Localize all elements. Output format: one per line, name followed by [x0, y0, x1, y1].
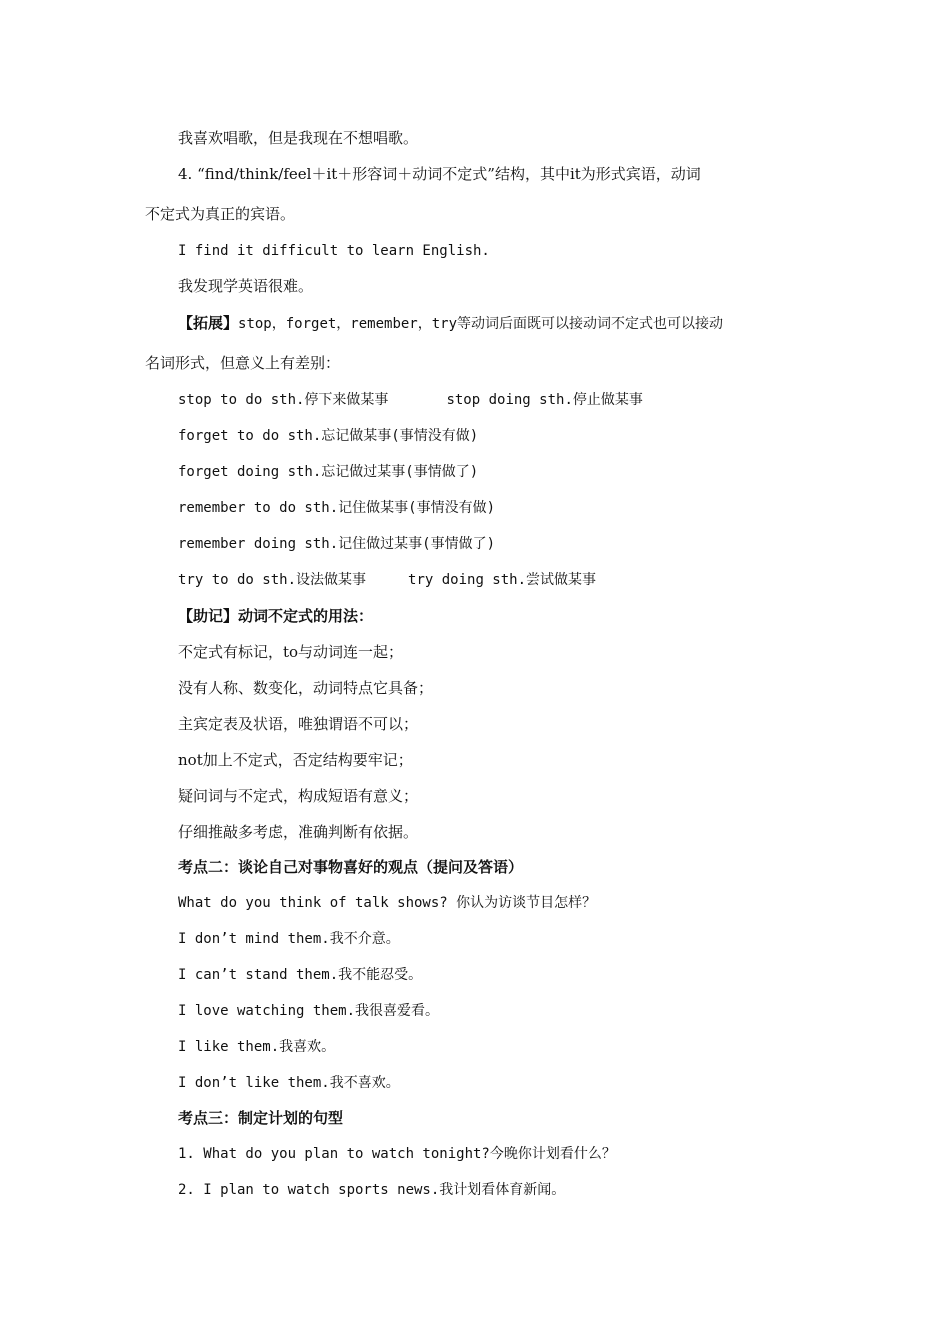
example-sentence: What do you think of talk shows? 你认为访谈节目怎样？	[178, 895, 597, 911]
example-sentence: I love watching them.我很喜爱看。	[178, 1003, 440, 1019]
paragraph-line: 名词形式，但意义上有差别：	[145, 354, 341, 372]
mnemonic-line: 没有人称、数变化，动词特点它具备；	[178, 679, 434, 697]
phrase-stop-to: stop to do sth.停下来做某事	[178, 392, 389, 408]
phrase-line: forget doing sth.忘记做过某事(事情做了)	[178, 464, 479, 480]
mnemonic-line: 不定式有标记，to与动词连一起；	[178, 643, 404, 661]
example-sentence: I can’t stand them.我不能忍受。	[178, 967, 423, 983]
example-sentence: I like them.我喜欢。	[178, 1039, 336, 1055]
phrase-line	[178, 390, 643, 410]
mnemonic-line: 疑问词与不定式，构成短语有意义；	[178, 787, 419, 805]
mnemonic-line: 主宾定表及状语，唯独谓语不可以；	[178, 715, 419, 733]
phrase-line: forget to do sth.忘记做某事(事情没有做)	[178, 428, 479, 444]
example-sentence: I don’t like them.我不喜欢。	[178, 1075, 400, 1091]
section-heading-2: 考点二：谈论自己对事物喜好的观点（提问及答语）	[178, 858, 524, 876]
example-sentence: 1. What do you plan to watch tonight?今晚你计划看什么？	[178, 1146, 616, 1162]
paragraph-line: 4. “find/think/feel＋it＋形容词＋动词不定式”结构，其中it为形式宾语，动词	[178, 165, 701, 183]
phrase-line: remember doing sth.记住做过某事(事情做了)	[178, 536, 496, 552]
translation-line: 我发现学英语很难。	[178, 277, 314, 295]
extension-text: stop，forget，remember，try等动词后面既可以接动词不定式也可以接动	[238, 316, 724, 332]
phrase-line	[178, 570, 596, 590]
mnemonic-line: not加上不定式，否定结构要牢记；	[178, 751, 413, 769]
extension-heading: 【拓展】	[178, 314, 239, 332]
paragraph-line: 不定式为真正的宾语。	[145, 205, 296, 223]
mnemonic-heading: 【助记】动词不定式的用法：	[178, 607, 374, 625]
extension-line	[178, 313, 723, 334]
example-sentence: I find it difficult to learn English.	[178, 243, 490, 259]
paragraph-line: 我喜欢唱歌，但是我现在不想唱歌。	[178, 129, 419, 147]
section-heading-3: 考点三：制定计划的句型	[178, 1109, 344, 1127]
phrase-try-doing: try doing sth.尝试做某事	[408, 572, 597, 588]
mnemonic-line: 仔细推敲多考虑，准确判断有依据。	[178, 823, 419, 841]
phrase-line: remember to do sth.记住做某事(事情没有做)	[178, 500, 496, 516]
example-sentence: I don’t mind them.我不介意。	[178, 931, 400, 947]
example-sentence: 2. I plan to watch sports news.我计划看体育新闻。	[178, 1182, 566, 1198]
phrase-try-to: try to do sth.设法做某事	[178, 572, 367, 588]
phrase-stop-doing: stop doing sth.停止做某事	[446, 392, 643, 408]
